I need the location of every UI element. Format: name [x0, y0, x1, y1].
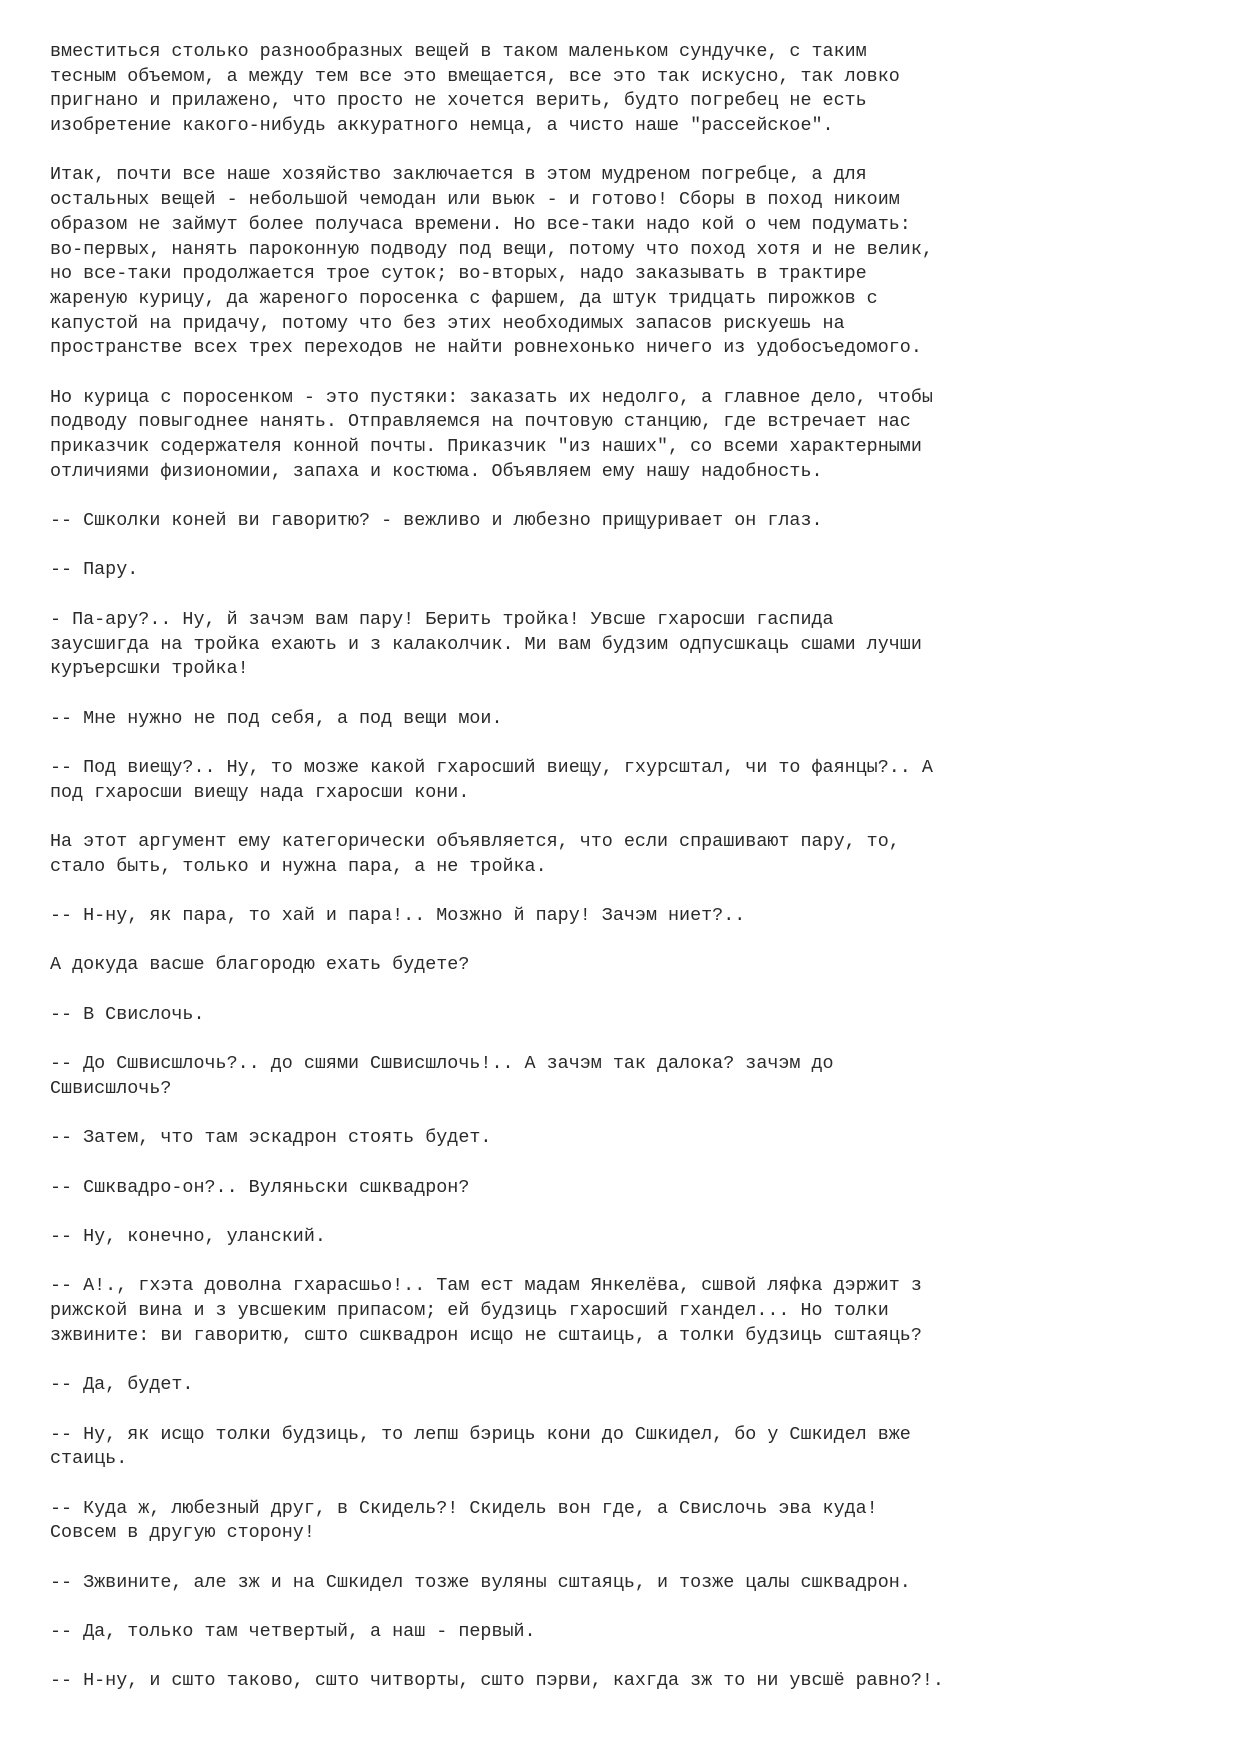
paragraph-gap — [50, 484, 944, 509]
paragraph — [50, 558, 944, 583]
paragraph-gap — [50, 1151, 944, 1176]
paragraph-gap — [50, 1028, 944, 1053]
document-body — [50, 40, 944, 1694]
text-line: -- А!., гхэта доволна гхарасшьо!.. Там ест мадам Янкелёва, сшвой ляфка дэржит з — [50, 1275, 922, 1297]
text-line: остальных вещей - небольшой чемодан или вьюк - и готово! Сборы в поход никоим — [50, 189, 900, 211]
text-line: Сшвисшлочь? — [50, 1077, 172, 1099]
text-line: Но курица с поросенком - это пустяки: заказать их недолго, а главное дело, чтобы — [50, 386, 933, 408]
paragraph-gap — [50, 1595, 944, 1620]
text-line: зжвините: ви гаворитю, сшто сшквадрон исщо не сштаиць, а толки будзиць сштаяць? — [50, 1324, 922, 1346]
paragraph-gap — [50, 978, 944, 1003]
text-line: -- Да, только там четвертый, а наш - первый. — [50, 1621, 536, 1642]
paragraph — [50, 509, 944, 534]
text-line: подводу повыгоднее нанять. Отправляемся на почтовую станцию, где встречает нас — [50, 411, 911, 433]
paragraph-gap — [50, 361, 944, 386]
text-line: рижской вина и з увсшеким припасом; ей будзиць гхаросший гхандел... Но толки — [50, 1300, 889, 1322]
paragraph-gap — [50, 929, 944, 954]
text-line: но все-таки продолжается трое суток; во-вторых, надо заказывать в трактире — [50, 263, 867, 285]
paragraph-gap — [50, 139, 944, 164]
text-line: -- Ну, конечно, уланский. — [50, 1226, 326, 1247]
text-line: -- До Сшвисшлочь?.. до сшями Сшвисшлочь!.. А зачэм так далока? зачэм до — [50, 1053, 834, 1075]
text-line: -- Мне нужно не под себя, а под вещи мои. — [50, 707, 503, 729]
paragraph-gap — [50, 1546, 944, 1571]
text-line: изобретение какого-нибудь аккуратного немца, а чисто наше "рассейское". — [50, 115, 834, 137]
text-line: На этот аргумент ему категорически объявляется, что если спрашивают пару, то, — [50, 831, 900, 852]
text-line: приказчик содержателя конной почты. Приказчик "из наших", со всеми характерными — [50, 436, 922, 457]
paragraph — [50, 1274, 944, 1348]
text-line: Совсем в другую сторону! — [50, 1522, 315, 1544]
paragraph — [50, 1052, 944, 1101]
text-line: -- Да, будет. — [50, 1374, 194, 1396]
paragraph-gap — [50, 583, 944, 608]
paragraph — [50, 830, 944, 879]
text-line: -- Ну, як исщо толки будзиць, то лепш бэриць кони до Сшкидел, бо у Сшкидел вже — [50, 1423, 911, 1445]
text-line: А докуда васше благородю ехать будете? — [50, 954, 470, 976]
paragraph — [50, 904, 944, 929]
paragraph — [50, 1497, 944, 1546]
paragraph-gap — [50, 1250, 944, 1275]
paragraph-gap — [50, 1472, 944, 1497]
paragraph — [50, 953, 944, 978]
paragraph — [50, 1620, 944, 1645]
paragraph-gap — [50, 879, 944, 904]
text-line: заусшигда на тройка ехають и з калаколчик. Ми вам будзим одпусшкаць сшами лучши — [50, 633, 922, 655]
paragraph-gap — [50, 731, 944, 756]
text-line: -- Н-ну, як пара, то хай и пара!.. Мозжно й пару! Зачэм ниет?.. — [50, 905, 746, 927]
paragraph — [50, 1003, 944, 1028]
text-line: -- Затем, что там эскадрон стоять будет. — [50, 1127, 492, 1149]
paragraph — [50, 1176, 944, 1201]
paragraph-gap — [50, 1200, 944, 1225]
text-line: -- Сшквадро-он?.. Вуляньски сшквадрон? — [50, 1176, 470, 1198]
paragraph-gap — [50, 682, 944, 707]
paragraph — [50, 40, 944, 139]
paragraph-gap — [50, 534, 944, 559]
text-line: под гхаросши виещу нада гхаросши кони. — [50, 781, 470, 803]
text-line: - Па-ару?.. Ну, й зачэм вам пару! Берить тройка! Увсше гхаросши гаспида — [50, 608, 834, 630]
text-line: -- Под виещу?.. Ну, то мозже какой гхаросший виещу, гхурсштал, чи то фаянцы?.. А — [50, 756, 933, 778]
text-line: -- Пару. — [50, 559, 139, 581]
paragraph — [50, 1126, 944, 1151]
paragraph — [50, 1373, 944, 1398]
text-line: пространстве всех трех переходов не найти ровнехонько ничего из удобосъедомого. — [50, 337, 922, 359]
paragraph — [50, 1225, 944, 1250]
text-line: образом не займут более получаса времени. Но все-таки надо кой о чем подумать: — [50, 213, 911, 235]
text-line: -- Зжвините, але зж и на Сшкидел тозже вуляны сштаяць, и тозже цалы сшквадрон. — [50, 1571, 911, 1593]
paragraph-gap — [50, 1348, 944, 1373]
text-line: стаиць. — [50, 1448, 128, 1470]
paragraph — [50, 756, 944, 805]
paragraph — [50, 163, 944, 361]
text-line: -- Сшколки коней ви гаворитю? - вежливо и любезно прищуривает он глаз. — [50, 510, 823, 532]
text-line: вместиться столько разнообразных вещей в таком маленьком сундучке, с таким — [50, 41, 867, 62]
text-line: -- Н-ну, и сшто таково, сшто читворты, сшто пэрви, кахгда зж то ни увсшё равно?!. — [50, 1670, 944, 1692]
text-line: во-первых, нанять пароконную подводу под вещи, потому что поход хотя и не велик, — [50, 238, 933, 260]
paragraph — [50, 1571, 944, 1596]
paragraph — [50, 707, 944, 732]
text-line: капустой на придачу, потому что без этих необходимых запасов рискуешь на — [50, 312, 845, 334]
paragraph — [50, 608, 944, 682]
text-line: тесным объемом, а между тем все это вмещается, все это так искусно, так ловко — [50, 65, 900, 87]
text-line: стало быть, только и нужна пара, а не тройка. — [50, 855, 547, 877]
paragraph-gap — [50, 1645, 944, 1670]
text-line: Итак, почти все наше хозяйство заключается в этом мудреном погребце, а для — [50, 164, 867, 186]
paragraph — [50, 1669, 944, 1694]
paragraph-gap — [50, 1102, 944, 1127]
text-line: куръерсшки тройка! — [50, 658, 249, 680]
paragraph — [50, 1423, 944, 1472]
text-line: -- В Свислочь. — [50, 1003, 205, 1025]
text-line: пригнано и прилажено, что просто не хочется верить, будто погребец не есть — [50, 90, 867, 112]
text-line: -- Куда ж, любезный друг, в Скидель?! Скидель вон где, а Свислочь эва куда! — [50, 1497, 878, 1519]
text-line: жареную курицу, да жареного поросенка с фаршем, да штук тридцать пирожков с — [50, 287, 878, 309]
text-line: отличиями физиономии, запаха и костюма. Объявляем ему нашу надобность. — [50, 460, 823, 482]
paragraph-gap — [50, 1398, 944, 1423]
paragraph-gap — [50, 805, 944, 830]
paragraph — [50, 386, 944, 485]
